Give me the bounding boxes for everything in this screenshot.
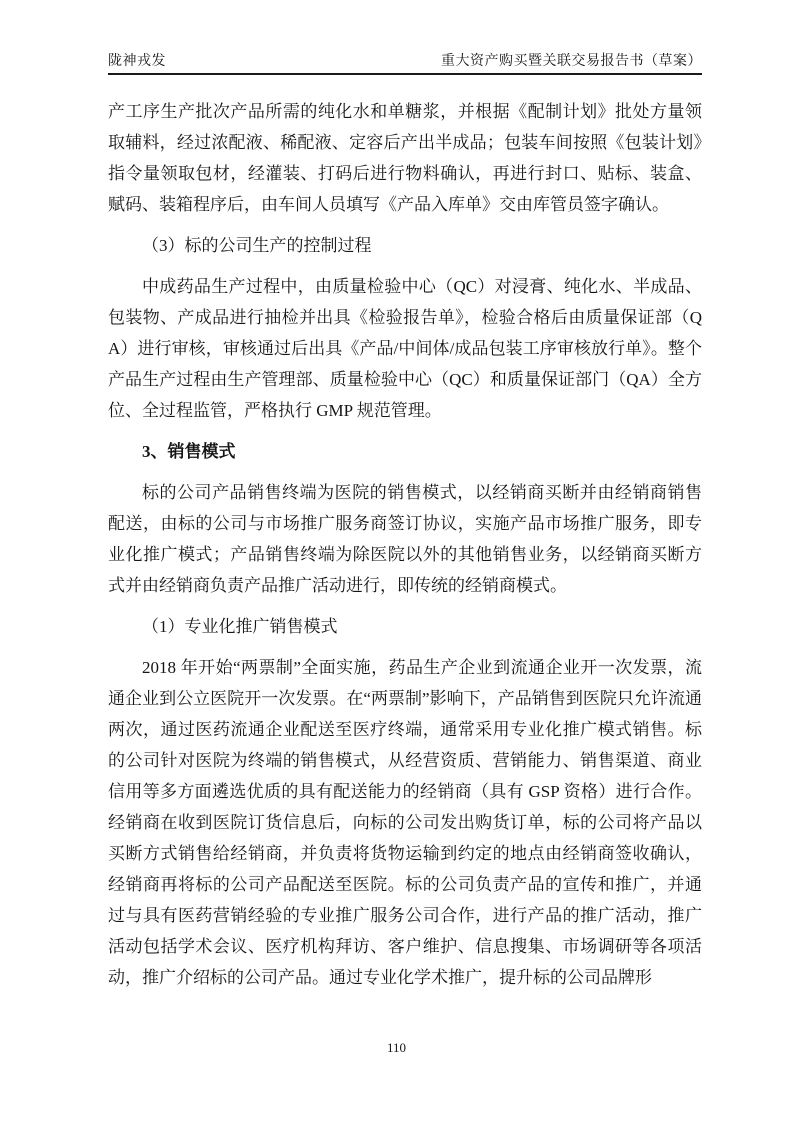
page-header [108,50,702,75]
paragraph-sales-model: 标的公司产品销售终端为医院的销售模式，以经销商买断并由经销商销售配送，由标的公司与市场推广服务商签订协议，实施产品市场推广服务，即专业化推广模式；产品销售终端为除医院以外的其他销售业务，以经销商买断方式并由经销商负责产品推广活动进行，即传统的经销商模式。 [108,483,702,595]
paragraph-production-continuation: 产工序生产批次产品所需的纯化水和单糖浆，并根据《配制计划》批处方量领取辅料，经过浓配液、稀配液、定容后产出半成品；包装车间按照《包装计划》指令量领取包材，经灌装、打码后进行物料确认，再进行封口、贴标、装盒、赋码、装箱程序后，由车间人员填写《产品入库单》交由库管员签字确认。 [108,102,702,214]
paragraph-quality-control: 中成药品生产过程中，由质量检验中心（QC）对浸膏、纯化水、半成品、包装物、产成品进行抽检并出具《检验报告单》，检验合格后由质量保证部（QA）进行审核，审核通过后出具《产品/中间体/成品包装工序审核放行单》。整个产品生产过程由生产管理部、质量检验中心（QC）和质量保证部门（QA）全方位、全过程监管，严格执行 GMP 规范管理。 [108,277,702,420]
header-company-name: 陇神戎发 [108,54,166,69]
page-number: 110 [386,1040,407,1055]
header-report-title: 重大资产购买暨关联交易报告书（草案） [441,54,702,69]
paragraph-professional-promotion: 2018 年开始“两票制”全面实施，药品生产企业到流通企业开一次发票，流通企业到公立医院开一次发票。在“两票制”影响下，产品销售到医院只允许流通两次，通过医药流通企业配送至医疗终端，通常采用专业化推广模式销售。标的公司针对医院为终端的销售模式，从经营资质、营销能力、销售渠道、商业信用等多方面遴选优质的具有配送能力的经销商（具有 GSP 资格）进行合作。经销商在收到医院订货信息后，向标的公司发出购货订单，标的公司将产品以买断方式销售给经销商，并负责将货物运输到约定的地点由经销商签收确认，经销商再将标的公司产品配送至医院。标的公司负责产品的宣传和推广，并通过与具有医药营销经验的专业推广服务公司合作，进行产品的推广活动，推广活动包括学术会议、医疗机构拜访、客户维护、信息搜集、市场调研等各项活动，推广介绍标的公司产品。通过专业化学术推广，提升标的公司品牌形 [108,658,702,987]
heading-professional-promotion: （1）专业化推广销售模式 [142,617,338,636]
heading-sales-model: 3、销售模式 [142,442,236,461]
page-footer [0,1040,793,1056]
heading-production-control: （3）标的公司生产的控制过程 [142,236,372,255]
document-body [108,96,702,1003]
